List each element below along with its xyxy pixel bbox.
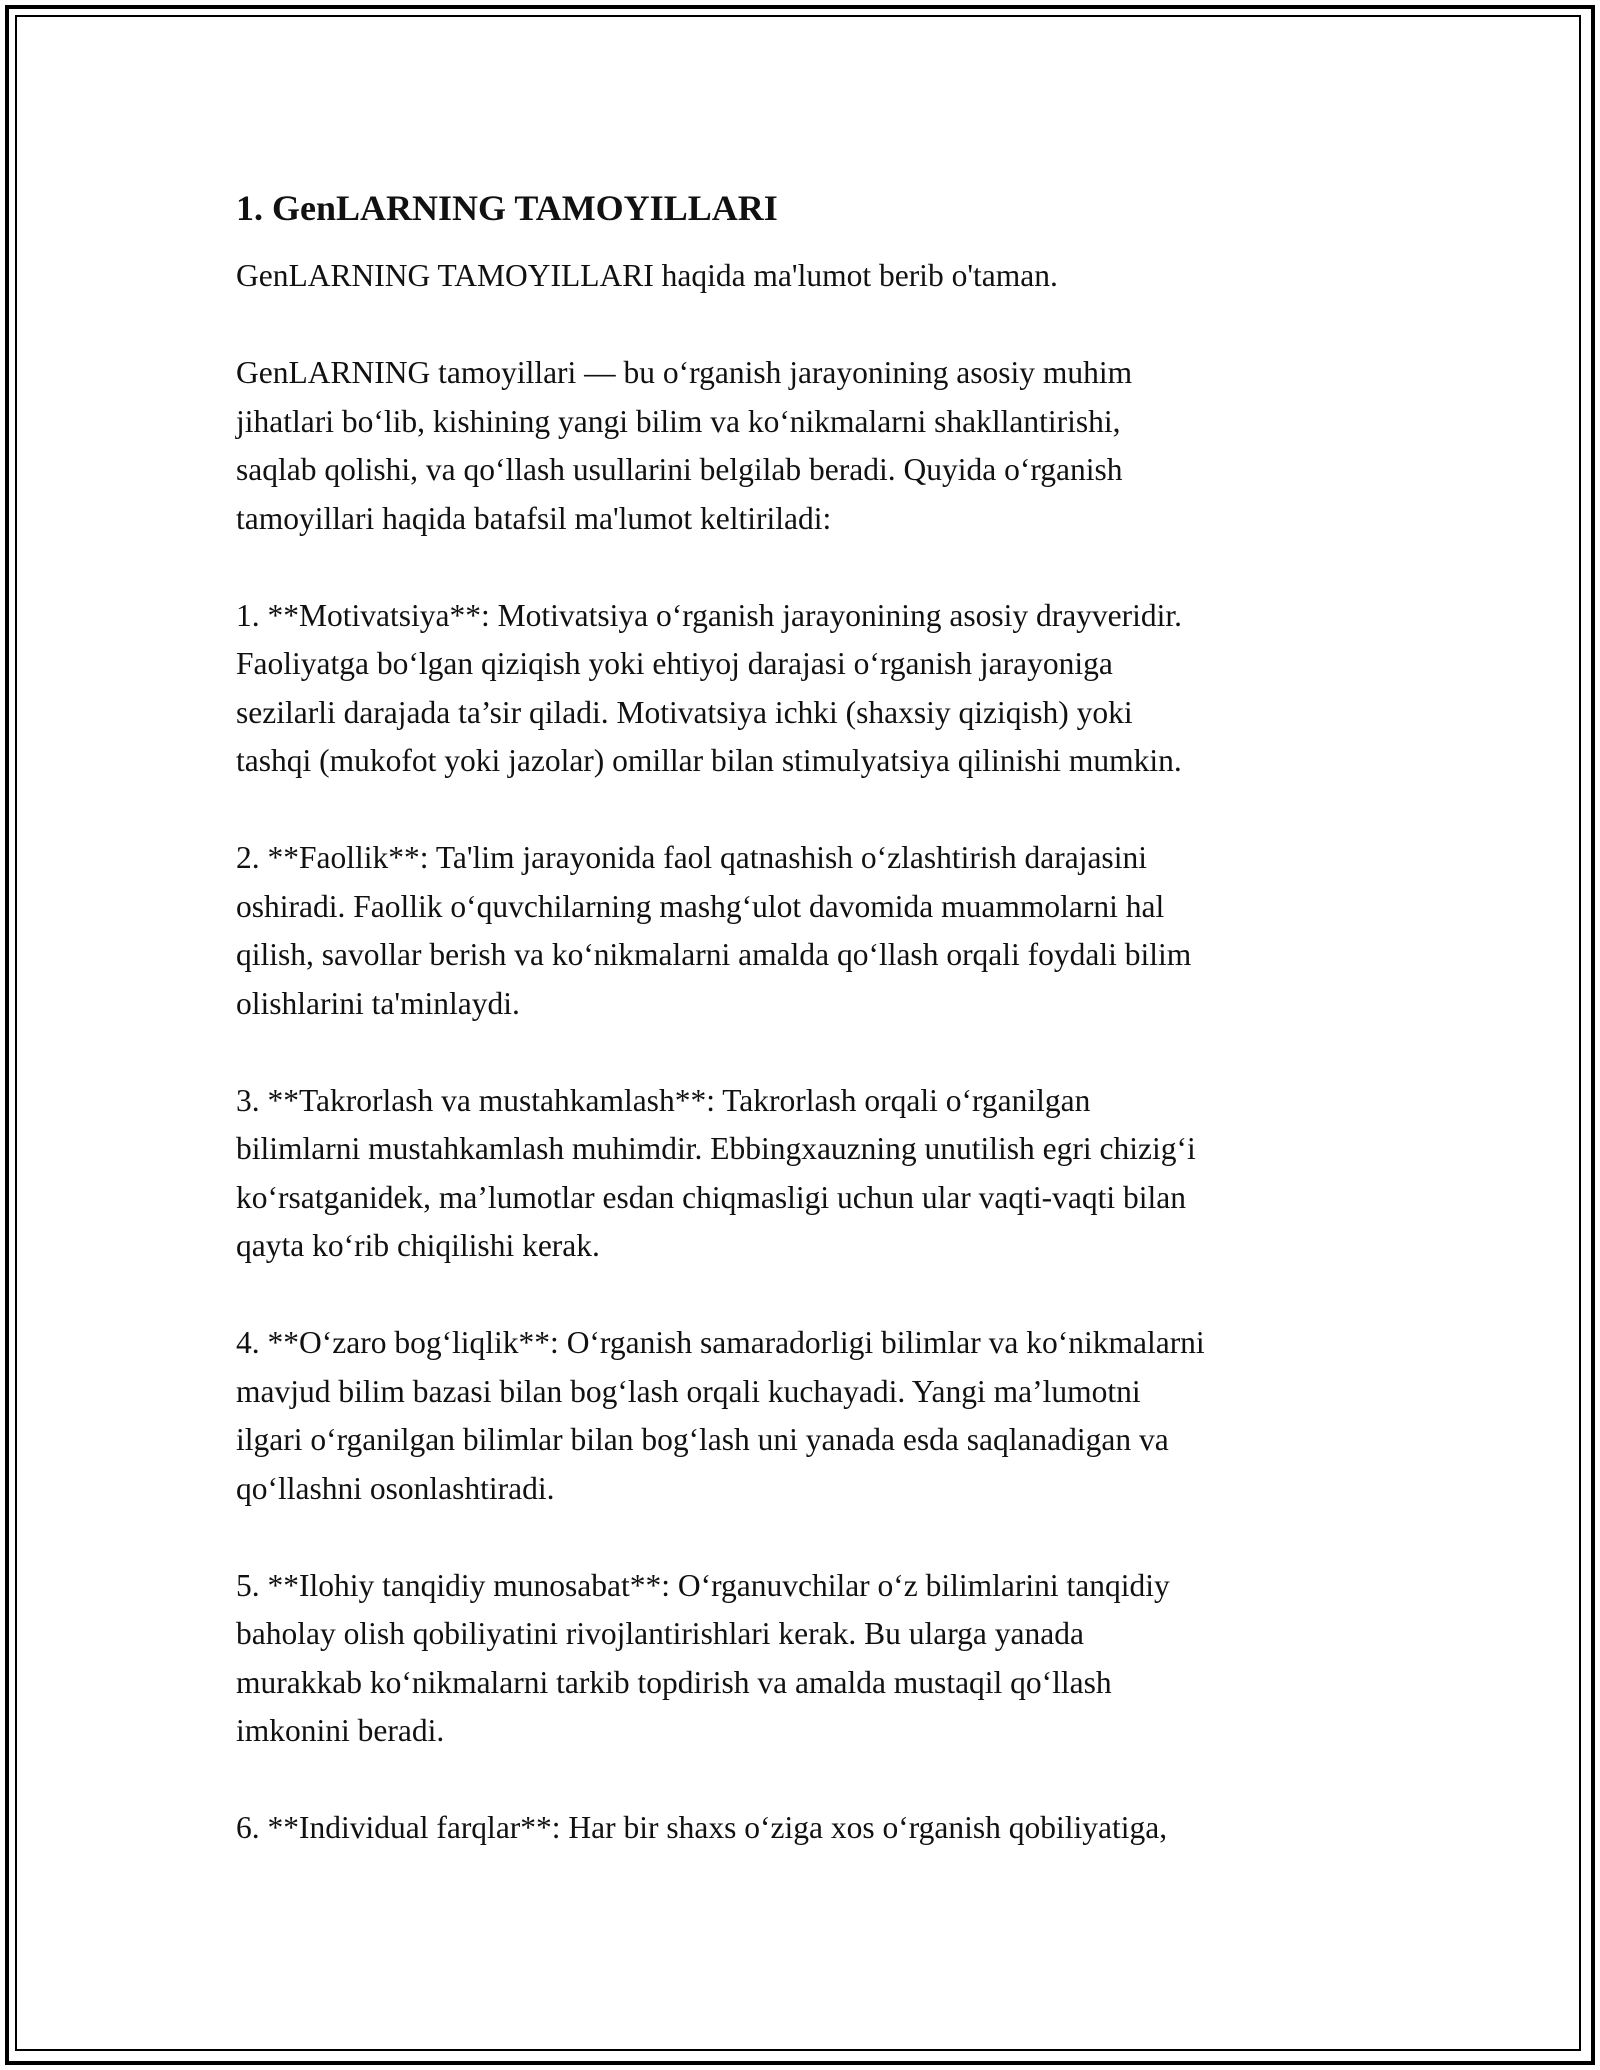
text-line: sezilarli darajada ta’sir qiladi. Motivatsiya ichki (shaxsiy qiziqish) yoki bbox=[236, 694, 1133, 730]
text-line: qayta ko‘rib chiqilishi kerak. bbox=[236, 1228, 600, 1263]
text-line: 2. **Faollik**: Ta'lim jarayonida faol qatnashish o‘zlashtirish darajasini bbox=[236, 840, 1147, 875]
text-line: olishlarini ta'minlaydi. bbox=[236, 985, 520, 1021]
intro-paragraph bbox=[236, 252, 1376, 301]
text-line: bilimlarni mustahkamlash muhimdir. Ebbingxauzning unutilish egri chizig‘i bbox=[236, 1131, 1196, 1166]
text-line: 5. **Ilohiy tanqidiy munosabat**: O‘rganuvchilar o‘z bilimlarini tanqidiy bbox=[236, 1567, 1170, 1603]
text-line: ilgari o‘rganilgan bilimlar bilan bog‘lash uni yanada esda saqlanadigan va bbox=[236, 1422, 1169, 1457]
text-line: qo‘llashni osonlashtiradi. bbox=[236, 1470, 555, 1506]
text-line: oshiradi. Faollik o‘quvchilarning mashg‘ulot davomida muammolarni hal bbox=[236, 888, 1165, 924]
definition-paragraph bbox=[236, 349, 1376, 543]
text-line: 3. **Takrorlash va mustahkamlash**: Takrorlash orqali o‘rganilgan bbox=[236, 1082, 1091, 1118]
principle-tanqidiy-munosabat bbox=[236, 1562, 1376, 1756]
text-line: 1. **Motivatsiya**: Motivatsiya o‘rganish jarayonining asosiy drayveridir. bbox=[236, 597, 1183, 633]
text-line: qilish, savollar berish va ko‘nikmalarni amalda qo‘llash orqali foydali bilim bbox=[236, 937, 1192, 972]
text-line: jihatlari bo‘lib, kishining yangi bilim va ko‘nikmalarni shakllantirishi, bbox=[236, 403, 1121, 439]
principle-motivatsiya bbox=[236, 592, 1376, 786]
text-line: saqlab qolishi, va qo‘llash usullarini belgilab beradi. Quyida o‘rganish bbox=[236, 452, 1123, 487]
principle-takrorlash bbox=[236, 1077, 1376, 1271]
text-line: baholay olish qobiliyatini rivojlantirishlari kerak. Bu ularga yanada bbox=[236, 1616, 1084, 1651]
principle-faollik bbox=[236, 834, 1376, 1028]
text-line: imkonini beradi. bbox=[236, 1713, 445, 1748]
text-line: GenLARNING TAMOYILLARI haqida ma'lumot berib o'taman. bbox=[236, 258, 1058, 293]
document-body bbox=[236, 186, 1376, 1901]
text-line: murakkab ko‘nikmalarni tarkib topdirish va amalda mustaqil qo‘llash bbox=[236, 1664, 1112, 1700]
text-line: tashqi (mukofot yoki jazolar) omillar bilan stimulyatsiya qilinishi mumkin. bbox=[236, 743, 1182, 778]
text-line: GenLARNING tamoyillari — bu o‘rganish jarayonining asosiy muhim bbox=[236, 355, 1133, 390]
text-line: ko‘rsatganidek, ma’lumotlar esdan chiqmasligi uchun ular vaqti-vaqti bilan bbox=[236, 1179, 1186, 1215]
text-line: 4. **O‘zaro bog‘liqlik**: O‘rganish samaradorligi bilimlar va ko‘nikmalarni bbox=[236, 1325, 1205, 1360]
text-line: mavjud bilim bazasi bilan bog‘lash orqali kuchayadi. Yangi ma’lumotni bbox=[236, 1373, 1141, 1409]
text-line: 6. **Individual farqlar**: Har bir shaxs o‘ziga xos o‘rganish qobiliyatiga, bbox=[236, 1810, 1168, 1845]
text-line: Faoliyatga bo‘lgan qiziqish yoki ehtiyoj darajasi o‘rganish jarayoniga bbox=[236, 646, 1113, 681]
text-line: tamoyillari haqida batafsil ma'lumot keltiriladi: bbox=[236, 500, 832, 536]
principle-individual-farqlar bbox=[236, 1804, 1376, 1853]
document-title: 1. GenLARNING TAMOYILLARI bbox=[236, 188, 778, 228]
principle-ozaro-bogliqlik bbox=[236, 1319, 1376, 1513]
